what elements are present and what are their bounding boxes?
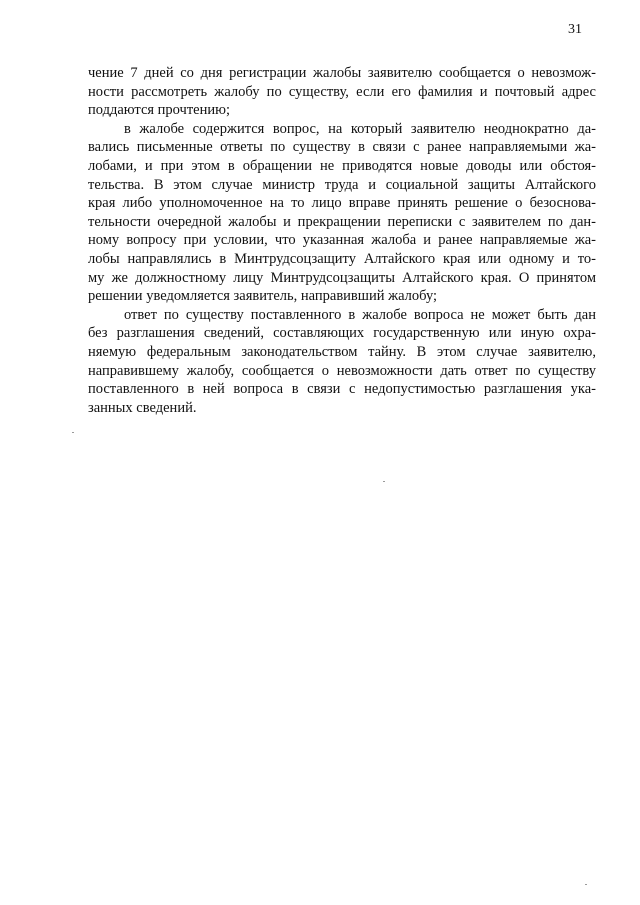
scan-speck [383, 481, 385, 482]
body-text [88, 64, 596, 417]
text-line: края либо уполномоченное на то лицо вправе принять решение о безоснова- [88, 195, 596, 212]
page-number: 31 [568, 22, 582, 37]
text-line: тельности очередной жалобы и прекращении переписки с заявителем по дан- [88, 213, 596, 230]
text-line: лобами, и при этом в обращении не приводятся новые доводы или обстоя- [88, 157, 596, 174]
text-line: направившему жалобу, сообщается о невозможности дать ответ по существу [88, 362, 596, 379]
text-line: ному вопросу при условии, что указанная жалоба и ранее направляемые жа- [88, 232, 596, 249]
scan-speck [72, 432, 74, 433]
text-line: без разглашения сведений, составляющих государственную или иную охра- [88, 325, 596, 342]
text-line: няемую федеральным законодательством тайну. В этом случае заявителю, [88, 343, 596, 360]
text-line: занных сведений. [88, 399, 197, 416]
text-line: лобы направлялись в Минтрудсоцзащиту Алтайского края или одному и то- [88, 250, 596, 267]
text-line: вались письменные ответы по существу в связи с ранее направляемыми жа- [88, 139, 596, 156]
text-line: решении уведомляется заявитель, направивший жалобу; [88, 288, 438, 305]
text-line: поставленного в ней вопроса в связи с недопустимостью разглашения ука- [88, 381, 596, 398]
text-line: ности рассмотреть жалобу по существу, если его фамилия и почтовый адрес [88, 83, 596, 100]
text-line: ответ по существу поставленного в жалобе вопроса не может быть дан [124, 306, 596, 323]
text-line: поддаются прочтению; [88, 102, 230, 119]
scan-speck [585, 884, 587, 885]
text-line: чение 7 дней со дня регистрации жалобы заявителю сообщается о невозмож- [88, 65, 596, 81]
text-line: в жалобе содержится вопрос, на который заявителю неоднократно да- [124, 120, 596, 137]
text-line: му же должностному лицу Минтрудсоцзащиты Алтайского края. О принятом [88, 269, 596, 286]
text-line: тельства. В этом случае министр труда и социальной защиты Алтайского [88, 176, 596, 193]
